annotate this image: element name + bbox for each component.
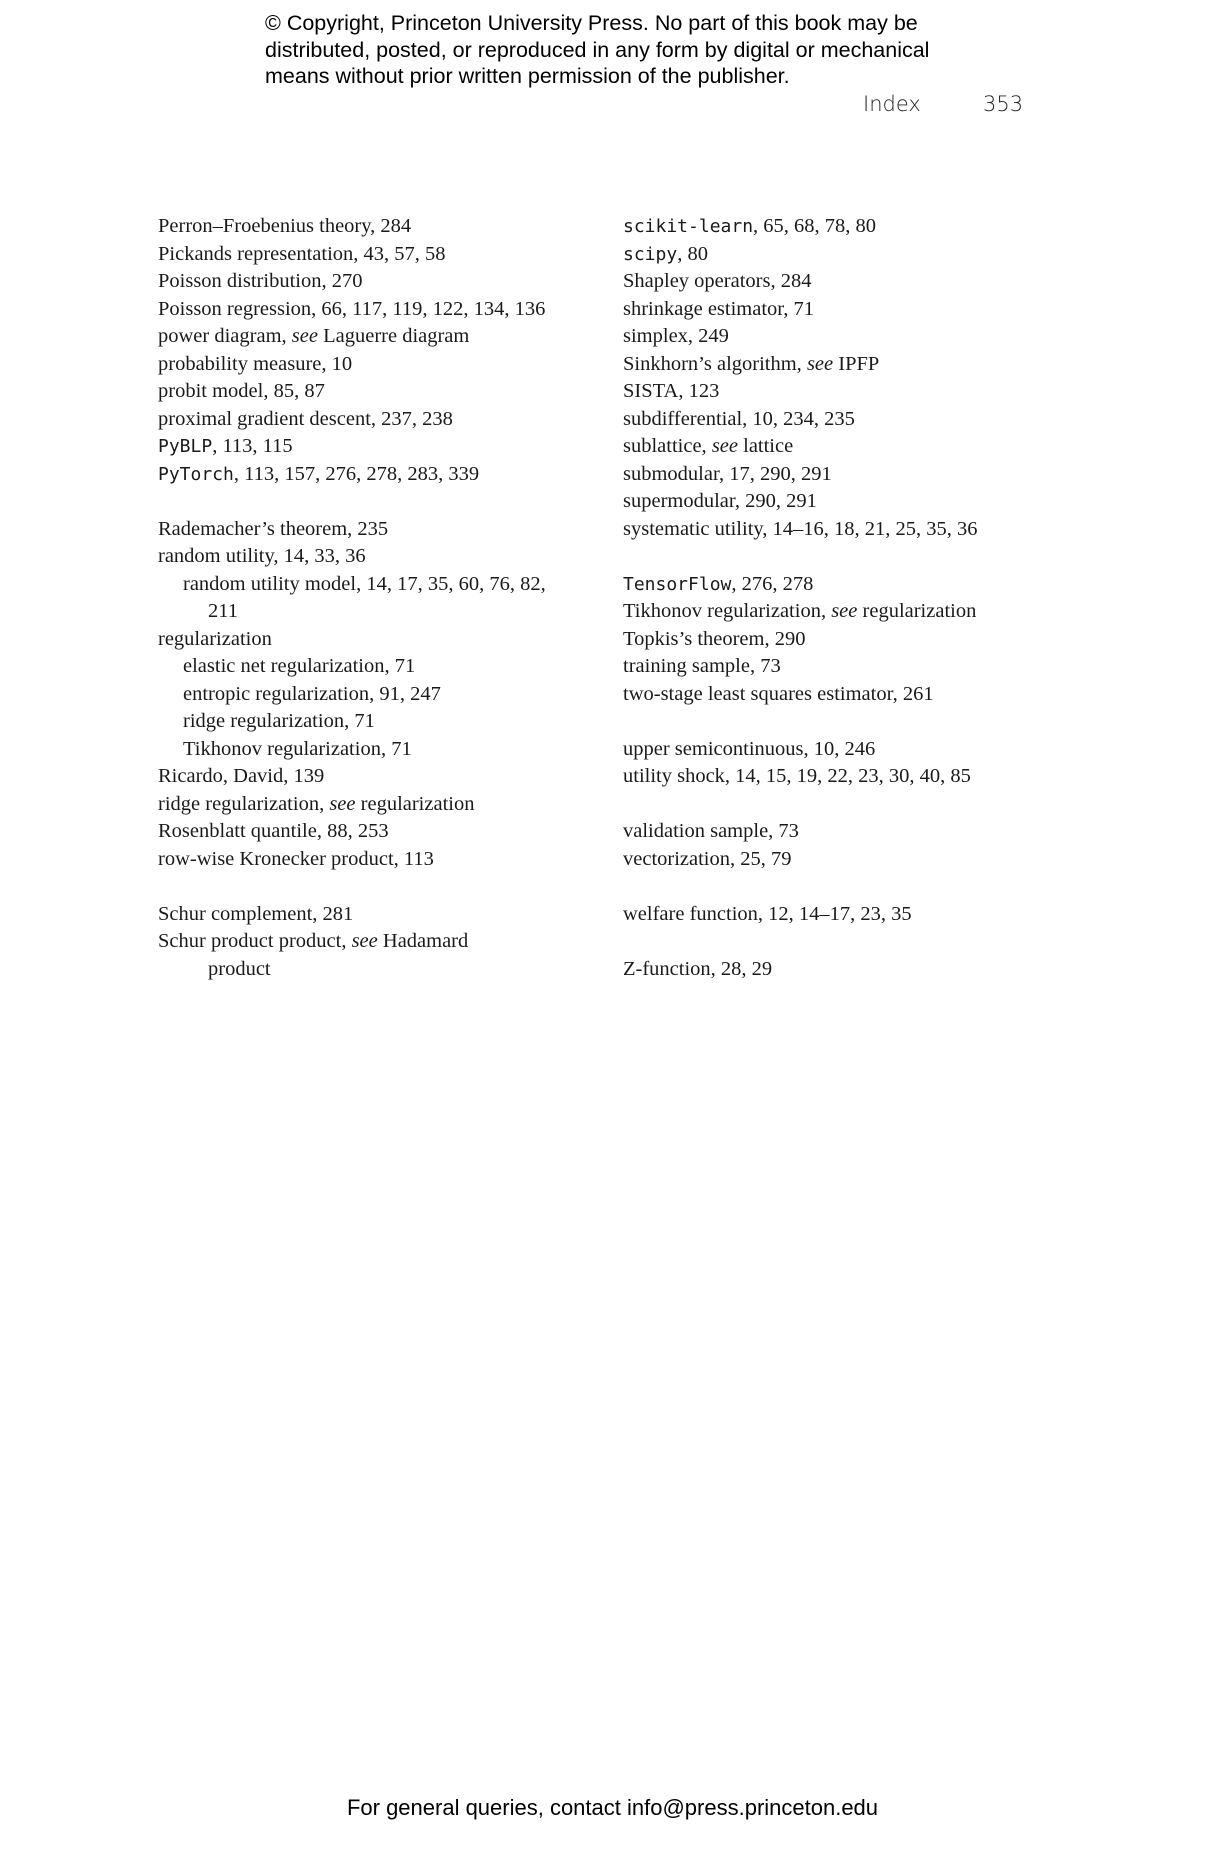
- index-entry: Shapley operators, 284: [623, 270, 812, 292]
- running-head: [0, 92, 1225, 122]
- letter-group-gap: [623, 708, 1043, 736]
- copyright-notice: [265, 10, 1025, 90]
- index-entry: submodular, 17, 290, 291: [623, 462, 832, 485]
- copyright-line: means without prior written permission of the publisher.: [265, 64, 790, 88]
- index-entry: systematic utility, 14–16, 18, 21, 25, 35, 36: [623, 517, 978, 540]
- index-entry: utility shock, 14, 15, 19, 22, 23, 30, 40, 85: [623, 765, 971, 787]
- entry-pages: , 80: [677, 242, 708, 265]
- index-entry: [623, 241, 1043, 269]
- index-entry: Perron–Froebenius theory, 284: [158, 215, 412, 237]
- index-entry: shrinkage estimator, 71: [623, 297, 815, 320]
- entry-target: Laguerre diagram: [317, 325, 470, 347]
- entry-term: Schur product product,: [158, 930, 352, 952]
- index-entry: Poisson distribution, 270: [158, 270, 363, 292]
- index-entry-continuation: 211: [208, 600, 238, 622]
- see-reference: see: [291, 325, 318, 347]
- entry-term: ridge regularization,: [158, 792, 330, 815]
- entry-term: Tikhonov regularization,: [623, 600, 832, 622]
- entry-term: Sinkhorn’s algorithm,: [623, 352, 807, 375]
- index-column-left: [158, 213, 578, 983]
- index-entry: [623, 213, 1043, 241]
- entry-term: sublattice,: [623, 435, 712, 457]
- index-entry: training sample, 73: [623, 655, 781, 677]
- index-entry: SISTA, 123: [623, 380, 720, 402]
- index-entry: Rosenblatt quantile, 88, 253: [158, 820, 389, 842]
- index-entry: Z-function, 28, 29: [623, 957, 773, 980]
- index-subentry: Tikhonov regularization, 71: [183, 737, 412, 760]
- index-entry: subdifferential, 10, 234, 235: [623, 407, 855, 430]
- index-entry: vectorization, 25, 79: [623, 847, 792, 870]
- index-entry: regularization: [158, 627, 272, 650]
- index-entry: [158, 928, 578, 956]
- index-entry: Schur complement, 281: [158, 902, 354, 925]
- code-term: TensorFlow: [623, 573, 732, 595]
- index-entry: validation sample, 73: [623, 820, 799, 842]
- index-entry: [158, 791, 578, 819]
- letter-group-gap: [623, 543, 1043, 571]
- index-entry: Rademacher’s theorem, 235: [158, 517, 389, 540]
- index-entry: upper semicontinuous, 10, 246: [623, 737, 876, 760]
- entry-pages: , 113, 115: [212, 435, 293, 457]
- entry-pages: , 276, 278: [731, 572, 814, 595]
- footer-contact: For general queries, contact info@press.princeton.edu: [346, 1795, 879, 1820]
- copyright-line: distributed, posted, or reproduced in any form by digital or mechanical: [265, 37, 930, 62]
- entry-pages: , 113, 157, 276, 278, 283, 339: [233, 462, 480, 485]
- see-reference: see: [351, 930, 378, 952]
- index-column-right: [623, 213, 1043, 983]
- index-entry: [623, 433, 1043, 461]
- index-entry: Poisson regression, 66, 117, 119, 122, 134, 136: [158, 297, 546, 320]
- index-entry: [158, 461, 578, 489]
- entry-term: power diagram,: [158, 325, 292, 347]
- see-reference: see: [711, 435, 738, 457]
- letter-group-gap: [623, 928, 1043, 956]
- entry-target: IPFP: [833, 352, 880, 375]
- letter-group-gap: [623, 873, 1043, 901]
- index-entry: supermodular, 290, 291: [623, 490, 817, 512]
- index-entry: two-stage least squares estimator, 261: [623, 682, 934, 705]
- see-reference: see: [329, 792, 356, 815]
- entry-pages: , 65, 68, 78, 80: [753, 215, 877, 237]
- index-subentry: elastic net regularization, 71: [183, 655, 416, 677]
- letter-group-gap: [158, 873, 578, 901]
- index-entry: row-wise Kronecker product, 113: [158, 847, 434, 870]
- letter-group-gap: [623, 791, 1043, 819]
- see-reference: see: [806, 352, 834, 375]
- index-entry: [623, 598, 1043, 626]
- index-entry: proximal gradient descent, 237, 238: [158, 407, 453, 430]
- entry-target: regularization: [355, 792, 475, 815]
- code-term: scikit-learn: [623, 216, 754, 237]
- index-entry: [623, 571, 1043, 599]
- index-entry: [158, 323, 578, 351]
- code-term: PyBLP: [158, 436, 213, 457]
- index-subentry: random utility model, 14, 17, 35, 60, 76, 82,: [183, 572, 546, 595]
- page-number: 353: [983, 92, 1024, 116]
- index-entry: [158, 433, 578, 461]
- index-entry: Topkis’s theorem, 290: [623, 627, 806, 650]
- letter-group-gap: [158, 488, 578, 516]
- index-entry: welfare function, 12, 14–17, 23, 35: [623, 902, 912, 925]
- index-entry: probit model, 85, 87: [158, 380, 325, 402]
- index-entry: probability measure, 10: [158, 352, 353, 375]
- index-entry: [623, 351, 1043, 379]
- copyright-line: © Copyright, Princeton University Press. No part of this book may be: [265, 11, 918, 35]
- see-reference: see: [831, 600, 858, 622]
- entry-target: lattice: [738, 435, 794, 457]
- index-entry: random utility, 14, 33, 36: [158, 545, 366, 567]
- entry-target: regularization: [857, 600, 977, 622]
- index-entry: Pickands representation, 43, 57, 58: [158, 242, 446, 265]
- entry-target: Hadamard: [377, 930, 469, 952]
- index-entry-continuation: product: [208, 957, 271, 980]
- running-head-title: Index: [863, 92, 921, 116]
- index-entry: simplex, 249: [623, 325, 729, 347]
- index-subentry: ridge regularization, 71: [183, 710, 375, 732]
- index-subentry: entropic regularization, 91, 247: [183, 682, 441, 705]
- code-term: scipy: [623, 243, 678, 265]
- code-term: PyTorch: [158, 463, 234, 485]
- index-entry: Ricardo, David, 139: [158, 765, 325, 787]
